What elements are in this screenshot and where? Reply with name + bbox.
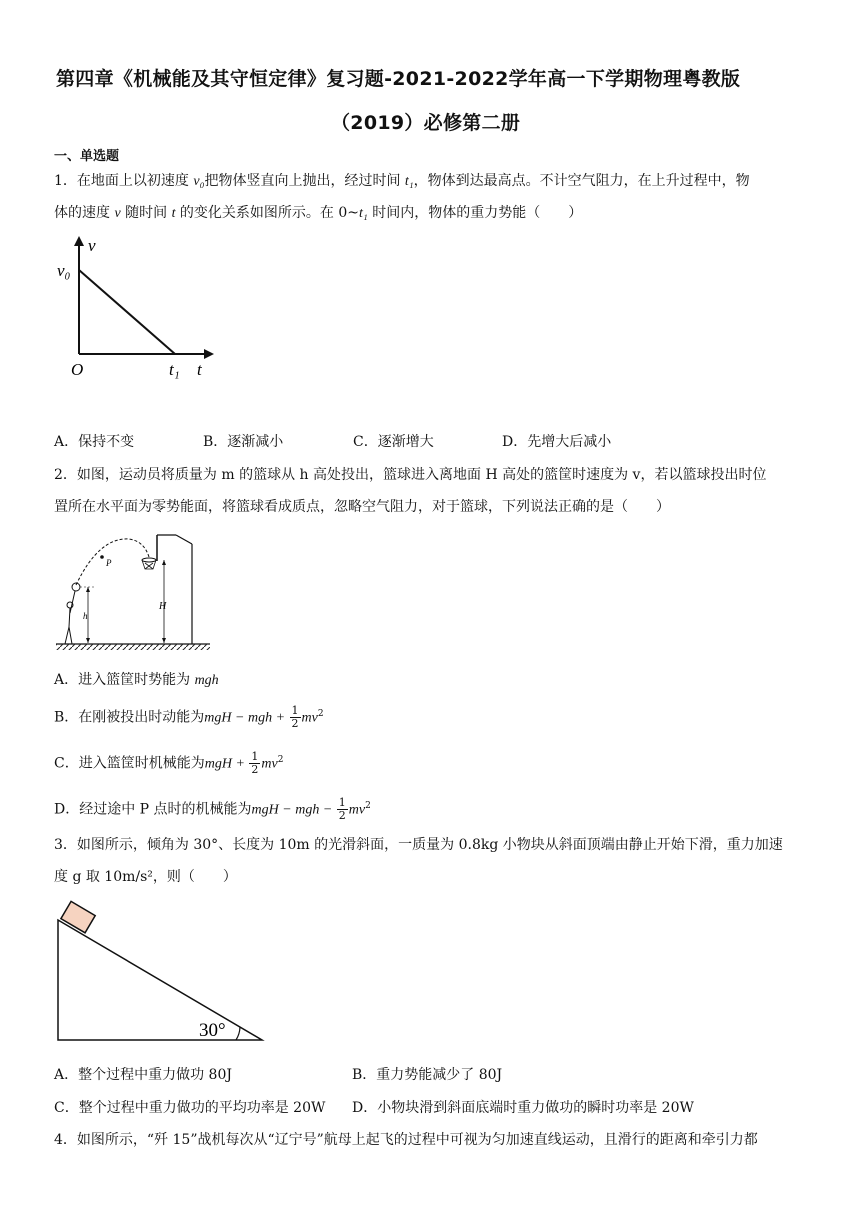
q3-angle-label: 30° <box>199 1020 226 1041</box>
q2-point-p-label: P <box>106 558 112 568</box>
q1-option-b[interactable]: B．逐渐减小 <box>203 434 284 450</box>
q1-text-line1: 1．在地面上以初速度 v₀把物体竖直向上抛出，经过时间 t₁，物体到达最高点。不计空气阻力，在上升过程中，物 <box>54 173 750 189</box>
q2-ball-trajectory <box>76 539 149 585</box>
q1-velocity-time-graph <box>54 234 234 384</box>
q3-option-b[interactable]: B．重力势能减少了 80J <box>352 1067 503 1083</box>
q2-option-a[interactable]: A．进入篮筐时势能为 mgh <box>54 672 219 688</box>
q2-hoop-rim <box>142 558 156 562</box>
q3-option-a[interactable]: A．整个过程中重力做功 80J <box>54 1067 232 1083</box>
q3-text-line2: 度 g 取 10m/s²，则（ ） <box>54 869 237 885</box>
q2-text-line2: 置所在水平面为零势能面，将篮球看成质点，忽略空气阻力，对于篮球，下列说法正确的是（ ） <box>54 499 670 515</box>
q1-text-line2: 体的速度 v 随时间 t 的变化关系如图所示。在 0~t₁ 时间内，物体的重力势能（ ） <box>54 205 583 221</box>
q1-option-d[interactable]: D．先增大后减小 <box>502 434 612 450</box>
q2-basketball-figure <box>54 527 214 652</box>
q2-H-label: H <box>159 601 167 612</box>
q3-block-rect <box>61 901 95 932</box>
q2-option-c[interactable]: C．进入篮筐时机械能为mgH + $\frac{1}{2}$ $mv^2$ <box>54 750 284 776</box>
q2-point-p-dot <box>100 555 104 559</box>
q1-x-arrow <box>204 349 214 359</box>
q3-block <box>61 901 95 932</box>
q1-x-axis-label: t <box>197 360 202 379</box>
q1-y-axis-label: v <box>88 236 96 255</box>
q1-t1-label: t₁ <box>169 360 180 379</box>
q3-option-d[interactable]: D．小物块滑到斜面底端时重力做功的瞬时功率是 20W <box>352 1100 694 1116</box>
q2-option-d[interactable]: D．经过途中 P 点时的机械能为mgH − mgh − $\frac{1}{2}$ $mv^2$ <box>54 796 371 822</box>
q1-y-arrow <box>74 236 84 246</box>
q2-h-label: h <box>83 611 88 621</box>
q1-option-c[interactable]: C．逐渐增大 <box>353 434 434 450</box>
section-heading: 一、单选题 <box>54 149 120 164</box>
q2-hoop-diag <box>176 535 192 544</box>
q1-velocity-line <box>79 270 175 354</box>
q3-incline-figure <box>54 900 274 1050</box>
page-title-line1: 第四章《机械能及其守恒定律》复习题-2021-2022学年高一下学期物理粤教版 <box>56 68 741 90</box>
q3-incline <box>58 920 262 1040</box>
q3-angle-arc <box>236 1027 240 1040</box>
q4-text-line1: 4．如图所示，“歼 15”战机每次从“辽宁号”航母上起飞的过程中可视为匀加速直线运动，且滑行的距离和牵引力都 <box>54 1132 758 1148</box>
q1-option-a[interactable]: A．保持不变 <box>54 434 135 450</box>
q2-ground-hatch <box>56 644 210 650</box>
q1-origin-label: O <box>71 360 84 379</box>
q2-option-b[interactable]: B．在刚被投出时动能为mgH − mgh + $\frac{1}{2}$ $mv^2$ <box>54 704 324 730</box>
q2-text-line1: 2．如图，运动员将质量为 m 的篮球从 h 高处投出，篮球进入离地面 H 高处的篮筐时速度为 v，若以篮球投出时位 <box>54 467 767 483</box>
page-title-line2: （2019）必修第二册 <box>331 112 521 134</box>
q2-player-body <box>65 591 75 644</box>
q3-text-line1: 3．如图所示，倾角为 30°、长度为 10m 的光滑斜面，一质量为 0.8kg 小物块从斜面顶端由静止开始下滑，重力加速 <box>54 837 783 853</box>
q3-option-c[interactable]: C．整个过程中重力做功的平均功率是 20W <box>54 1100 326 1116</box>
q1-v0-label: v₀ <box>57 261 71 280</box>
